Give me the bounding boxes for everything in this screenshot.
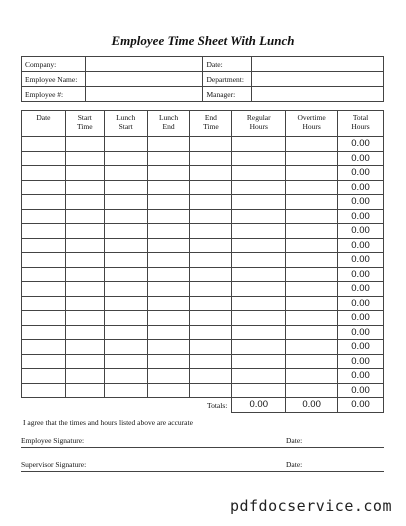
column-header: Start Time	[65, 111, 104, 137]
time-entry-cell[interactable]	[147, 238, 190, 253]
time-entry-cell[interactable]	[232, 180, 286, 195]
supervisor-signature-date-label: Date:	[286, 460, 303, 469]
table-row	[22, 238, 384, 253]
time-entry-cell[interactable]	[190, 166, 232, 181]
table-row	[22, 137, 384, 152]
time-entry-cell[interactable]	[104, 180, 147, 195]
time-entry-cell[interactable]	[65, 151, 104, 166]
time-entry-cell[interactable]	[65, 195, 104, 210]
time-entry-cell[interactable]	[22, 195, 66, 210]
table-row	[22, 224, 384, 239]
company-field[interactable]	[85, 57, 203, 72]
column-header: End Time	[190, 111, 232, 137]
time-entry-cell[interactable]	[65, 282, 104, 297]
company-label: Company:	[22, 57, 86, 72]
time-entry-cell[interactable]	[22, 282, 66, 297]
time-entry-cell[interactable]	[286, 282, 338, 297]
employee-name-field[interactable]	[85, 72, 203, 87]
time-entry-cell[interactable]	[22, 340, 66, 355]
employee-number-label: Employee #:	[22, 87, 86, 102]
row-total-cell: 0.00	[338, 325, 384, 340]
time-entry-cell[interactable]	[104, 209, 147, 224]
time-entry-cell[interactable]	[65, 296, 104, 311]
time-entry-cell[interactable]	[147, 166, 190, 181]
time-entry-cell[interactable]	[147, 282, 190, 297]
row-total-cell: 0.00	[338, 383, 384, 398]
time-entry-cell[interactable]	[190, 311, 232, 326]
time-entry-cell[interactable]	[286, 209, 338, 224]
time-entry-cell[interactable]	[232, 238, 286, 253]
row-total-cell: 0.00	[338, 180, 384, 195]
totals-overtime-hours: 0.00	[286, 398, 338, 413]
department-field[interactable]	[252, 72, 384, 87]
time-entry-cell[interactable]	[190, 151, 232, 166]
time-entry-cell[interactable]	[286, 224, 338, 239]
time-entry-cell[interactable]	[190, 224, 232, 239]
employee-signature-label: Employee Signature:	[21, 436, 85, 445]
footer-watermark: pdfdocservice.com	[229, 497, 392, 515]
time-entry-cell[interactable]	[104, 296, 147, 311]
time-entry-cell[interactable]	[147, 325, 190, 340]
time-entry-cell[interactable]	[232, 151, 286, 166]
table-row	[22, 166, 384, 181]
time-entry-cell[interactable]	[65, 354, 104, 369]
time-entry-cell[interactable]	[147, 253, 190, 268]
time-entry-cell[interactable]	[65, 311, 104, 326]
time-entry-cell[interactable]	[190, 369, 232, 384]
time-entry-cell[interactable]	[190, 340, 232, 355]
document-title: Employee Time Sheet With Lunch	[111, 33, 295, 48]
manager-label: Manager:	[203, 87, 252, 102]
time-entry-cell[interactable]	[286, 166, 338, 181]
time-entry-cell[interactable]	[147, 267, 190, 282]
time-entry-cell[interactable]	[190, 267, 232, 282]
employee-signature-date-label: Date:	[286, 436, 303, 445]
time-entry-cell[interactable]	[65, 369, 104, 384]
time-entry-cell[interactable]	[65, 325, 104, 340]
time-entry-cell[interactable]	[65, 180, 104, 195]
row-total-cell: 0.00	[338, 137, 384, 152]
time-entry-cell[interactable]	[104, 151, 147, 166]
row-total-cell: 0.00	[338, 238, 384, 253]
time-entry-cell[interactable]	[286, 325, 338, 340]
time-entry-cell[interactable]	[286, 311, 338, 326]
totals-regular-hours: 0.00	[232, 398, 286, 413]
time-entry-cell[interactable]	[232, 325, 286, 340]
row-total-cell: 0.00	[338, 296, 384, 311]
agreement-statement: I agree that the times and hours listed above are accurate	[23, 418, 193, 427]
time-entry-cell[interactable]	[147, 180, 190, 195]
time-entry-cell[interactable]	[104, 195, 147, 210]
time-entry-cell[interactable]	[232, 354, 286, 369]
time-entry-cell[interactable]	[190, 180, 232, 195]
time-entry-cell[interactable]	[232, 383, 286, 398]
time-entry-cell[interactable]	[65, 267, 104, 282]
row-total-cell: 0.00	[338, 209, 384, 224]
time-entry-cell[interactable]	[286, 238, 338, 253]
time-entry-cell[interactable]	[147, 195, 190, 210]
time-entry-cell[interactable]	[22, 369, 66, 384]
time-entry-cell[interactable]	[104, 369, 147, 384]
time-entry-cell[interactable]	[190, 209, 232, 224]
time-entry-cell[interactable]	[232, 340, 286, 355]
table-row	[22, 253, 384, 268]
time-entry-cell[interactable]	[104, 166, 147, 181]
time-entry-cell[interactable]	[147, 354, 190, 369]
time-entry-cell[interactable]	[147, 224, 190, 239]
time-entry-cell[interactable]	[104, 311, 147, 326]
table-row	[22, 383, 384, 398]
column-header: Total Hours	[338, 111, 384, 137]
totals-total-hours: 0.00	[338, 398, 384, 413]
time-entry-cell[interactable]	[190, 383, 232, 398]
manager-field[interactable]	[252, 87, 384, 102]
time-entry-cell[interactable]	[286, 354, 338, 369]
time-entry-cell[interactable]	[286, 340, 338, 355]
row-total-cell: 0.00	[338, 267, 384, 282]
info-table	[21, 56, 384, 102]
time-entry-cell[interactable]	[104, 340, 147, 355]
time-entry-cell[interactable]	[232, 311, 286, 326]
row-total-cell: 0.00	[338, 282, 384, 297]
time-entry-cell[interactable]	[232, 369, 286, 384]
row-total-cell: 0.00	[338, 151, 384, 166]
timesheet-table	[21, 110, 384, 413]
time-entry-cell[interactable]	[22, 253, 66, 268]
row-total-cell: 0.00	[338, 311, 384, 326]
column-header: Lunch End	[147, 111, 190, 137]
time-entry-cell[interactable]	[190, 296, 232, 311]
time-entry-cell[interactable]	[22, 311, 66, 326]
time-entry-cell[interactable]	[65, 209, 104, 224]
time-entry-cell[interactable]	[232, 224, 286, 239]
time-entry-cell[interactable]	[232, 282, 286, 297]
table-row	[22, 296, 384, 311]
time-entry-cell[interactable]	[286, 151, 338, 166]
time-entry-cell[interactable]	[104, 282, 147, 297]
table-row	[22, 267, 384, 282]
time-entry-cell[interactable]	[190, 354, 232, 369]
time-entry-cell[interactable]	[286, 296, 338, 311]
time-entry-cell[interactable]	[22, 354, 66, 369]
time-entry-cell[interactable]	[65, 340, 104, 355]
table-row	[22, 369, 384, 384]
time-entry-cell[interactable]	[190, 325, 232, 340]
row-total-cell: 0.00	[338, 224, 384, 239]
time-entry-cell[interactable]	[232, 195, 286, 210]
time-entry-cell[interactable]	[190, 282, 232, 297]
column-header: Date	[22, 111, 66, 137]
time-entry-cell[interactable]	[147, 137, 190, 152]
column-header: Overtime Hours	[286, 111, 338, 137]
table-row	[22, 340, 384, 355]
time-entry-cell[interactable]	[190, 195, 232, 210]
time-entry-cell[interactable]	[147, 369, 190, 384]
time-entry-cell[interactable]	[104, 238, 147, 253]
time-entry-cell[interactable]	[232, 253, 286, 268]
time-entry-cell[interactable]	[147, 383, 190, 398]
column-header: Regular Hours	[232, 111, 286, 137]
supervisor-signature-line[interactable]	[21, 460, 384, 472]
time-entry-cell[interactable]	[22, 325, 66, 340]
time-entry-cell[interactable]	[147, 340, 190, 355]
time-entry-cell[interactable]	[65, 224, 104, 239]
time-entry-cell[interactable]	[22, 383, 66, 398]
time-entry-cell[interactable]	[104, 354, 147, 369]
table-row	[22, 311, 384, 326]
time-entry-cell[interactable]	[190, 238, 232, 253]
employee-name-label: Employee Name:	[22, 72, 86, 87]
time-entry-cell[interactable]	[286, 137, 338, 152]
time-entry-cell[interactable]	[104, 137, 147, 152]
time-entry-cell[interactable]	[286, 253, 338, 268]
row-total-cell: 0.00	[338, 340, 384, 355]
time-entry-cell[interactable]	[22, 180, 66, 195]
time-entry-cell[interactable]	[65, 137, 104, 152]
time-entry-cell[interactable]	[104, 253, 147, 268]
time-entry-cell[interactable]	[232, 267, 286, 282]
time-entry-cell[interactable]	[286, 195, 338, 210]
table-row	[22, 325, 384, 340]
totals-row	[22, 398, 384, 413]
table-row	[22, 354, 384, 369]
time-entry-cell[interactable]	[232, 209, 286, 224]
time-entry-cell[interactable]	[22, 137, 66, 152]
time-entry-cell[interactable]	[104, 224, 147, 239]
time-entry-cell[interactable]	[147, 296, 190, 311]
time-entry-cell[interactable]	[286, 267, 338, 282]
time-entry-cell[interactable]	[147, 311, 190, 326]
time-entry-cell[interactable]	[65, 166, 104, 181]
row-total-cell: 0.00	[338, 354, 384, 369]
supervisor-signature-label: Supervisor Signature:	[21, 460, 87, 469]
date-label: Date:	[203, 57, 252, 72]
row-total-cell: 0.00	[338, 166, 384, 181]
time-entry-cell[interactable]	[232, 296, 286, 311]
date-field[interactable]	[252, 57, 384, 72]
table-row	[22, 209, 384, 224]
time-entry-cell[interactable]	[22, 209, 66, 224]
time-entry-cell[interactable]	[232, 137, 286, 152]
time-entry-cell[interactable]	[65, 383, 104, 398]
time-entry-cell[interactable]	[104, 383, 147, 398]
table-row	[22, 151, 384, 166]
table-row	[22, 282, 384, 297]
column-header: Lunch Start	[104, 111, 147, 137]
time-entry-cell[interactable]	[286, 383, 338, 398]
employee-number-field[interactable]	[85, 87, 203, 102]
time-entry-cell[interactable]	[22, 296, 66, 311]
time-entry-cell[interactable]	[190, 137, 232, 152]
time-entry-cell[interactable]	[65, 238, 104, 253]
row-total-cell: 0.00	[338, 195, 384, 210]
time-entry-cell[interactable]	[22, 224, 66, 239]
department-label: Department:	[203, 72, 252, 87]
time-entry-cell[interactable]	[286, 180, 338, 195]
time-entry-cell[interactable]	[22, 151, 66, 166]
time-entry-cell[interactable]	[147, 209, 190, 224]
totals-label: Totals:	[207, 400, 228, 410]
table-row	[22, 180, 384, 195]
time-entry-cell[interactable]	[22, 238, 66, 253]
time-entry-cell[interactable]	[65, 253, 104, 268]
time-entry-cell[interactable]	[286, 369, 338, 384]
row-total-cell: 0.00	[338, 253, 384, 268]
time-entry-cell[interactable]	[22, 267, 66, 282]
employee-signature-line[interactable]	[21, 436, 384, 448]
time-entry-cell[interactable]	[232, 166, 286, 181]
time-entry-cell[interactable]	[147, 151, 190, 166]
row-total-cell: 0.00	[338, 369, 384, 384]
time-entry-cell[interactable]	[190, 253, 232, 268]
time-entry-cell[interactable]	[104, 325, 147, 340]
time-entry-cell[interactable]	[104, 267, 147, 282]
time-entry-cell[interactable]	[22, 166, 66, 181]
table-row	[22, 195, 384, 210]
